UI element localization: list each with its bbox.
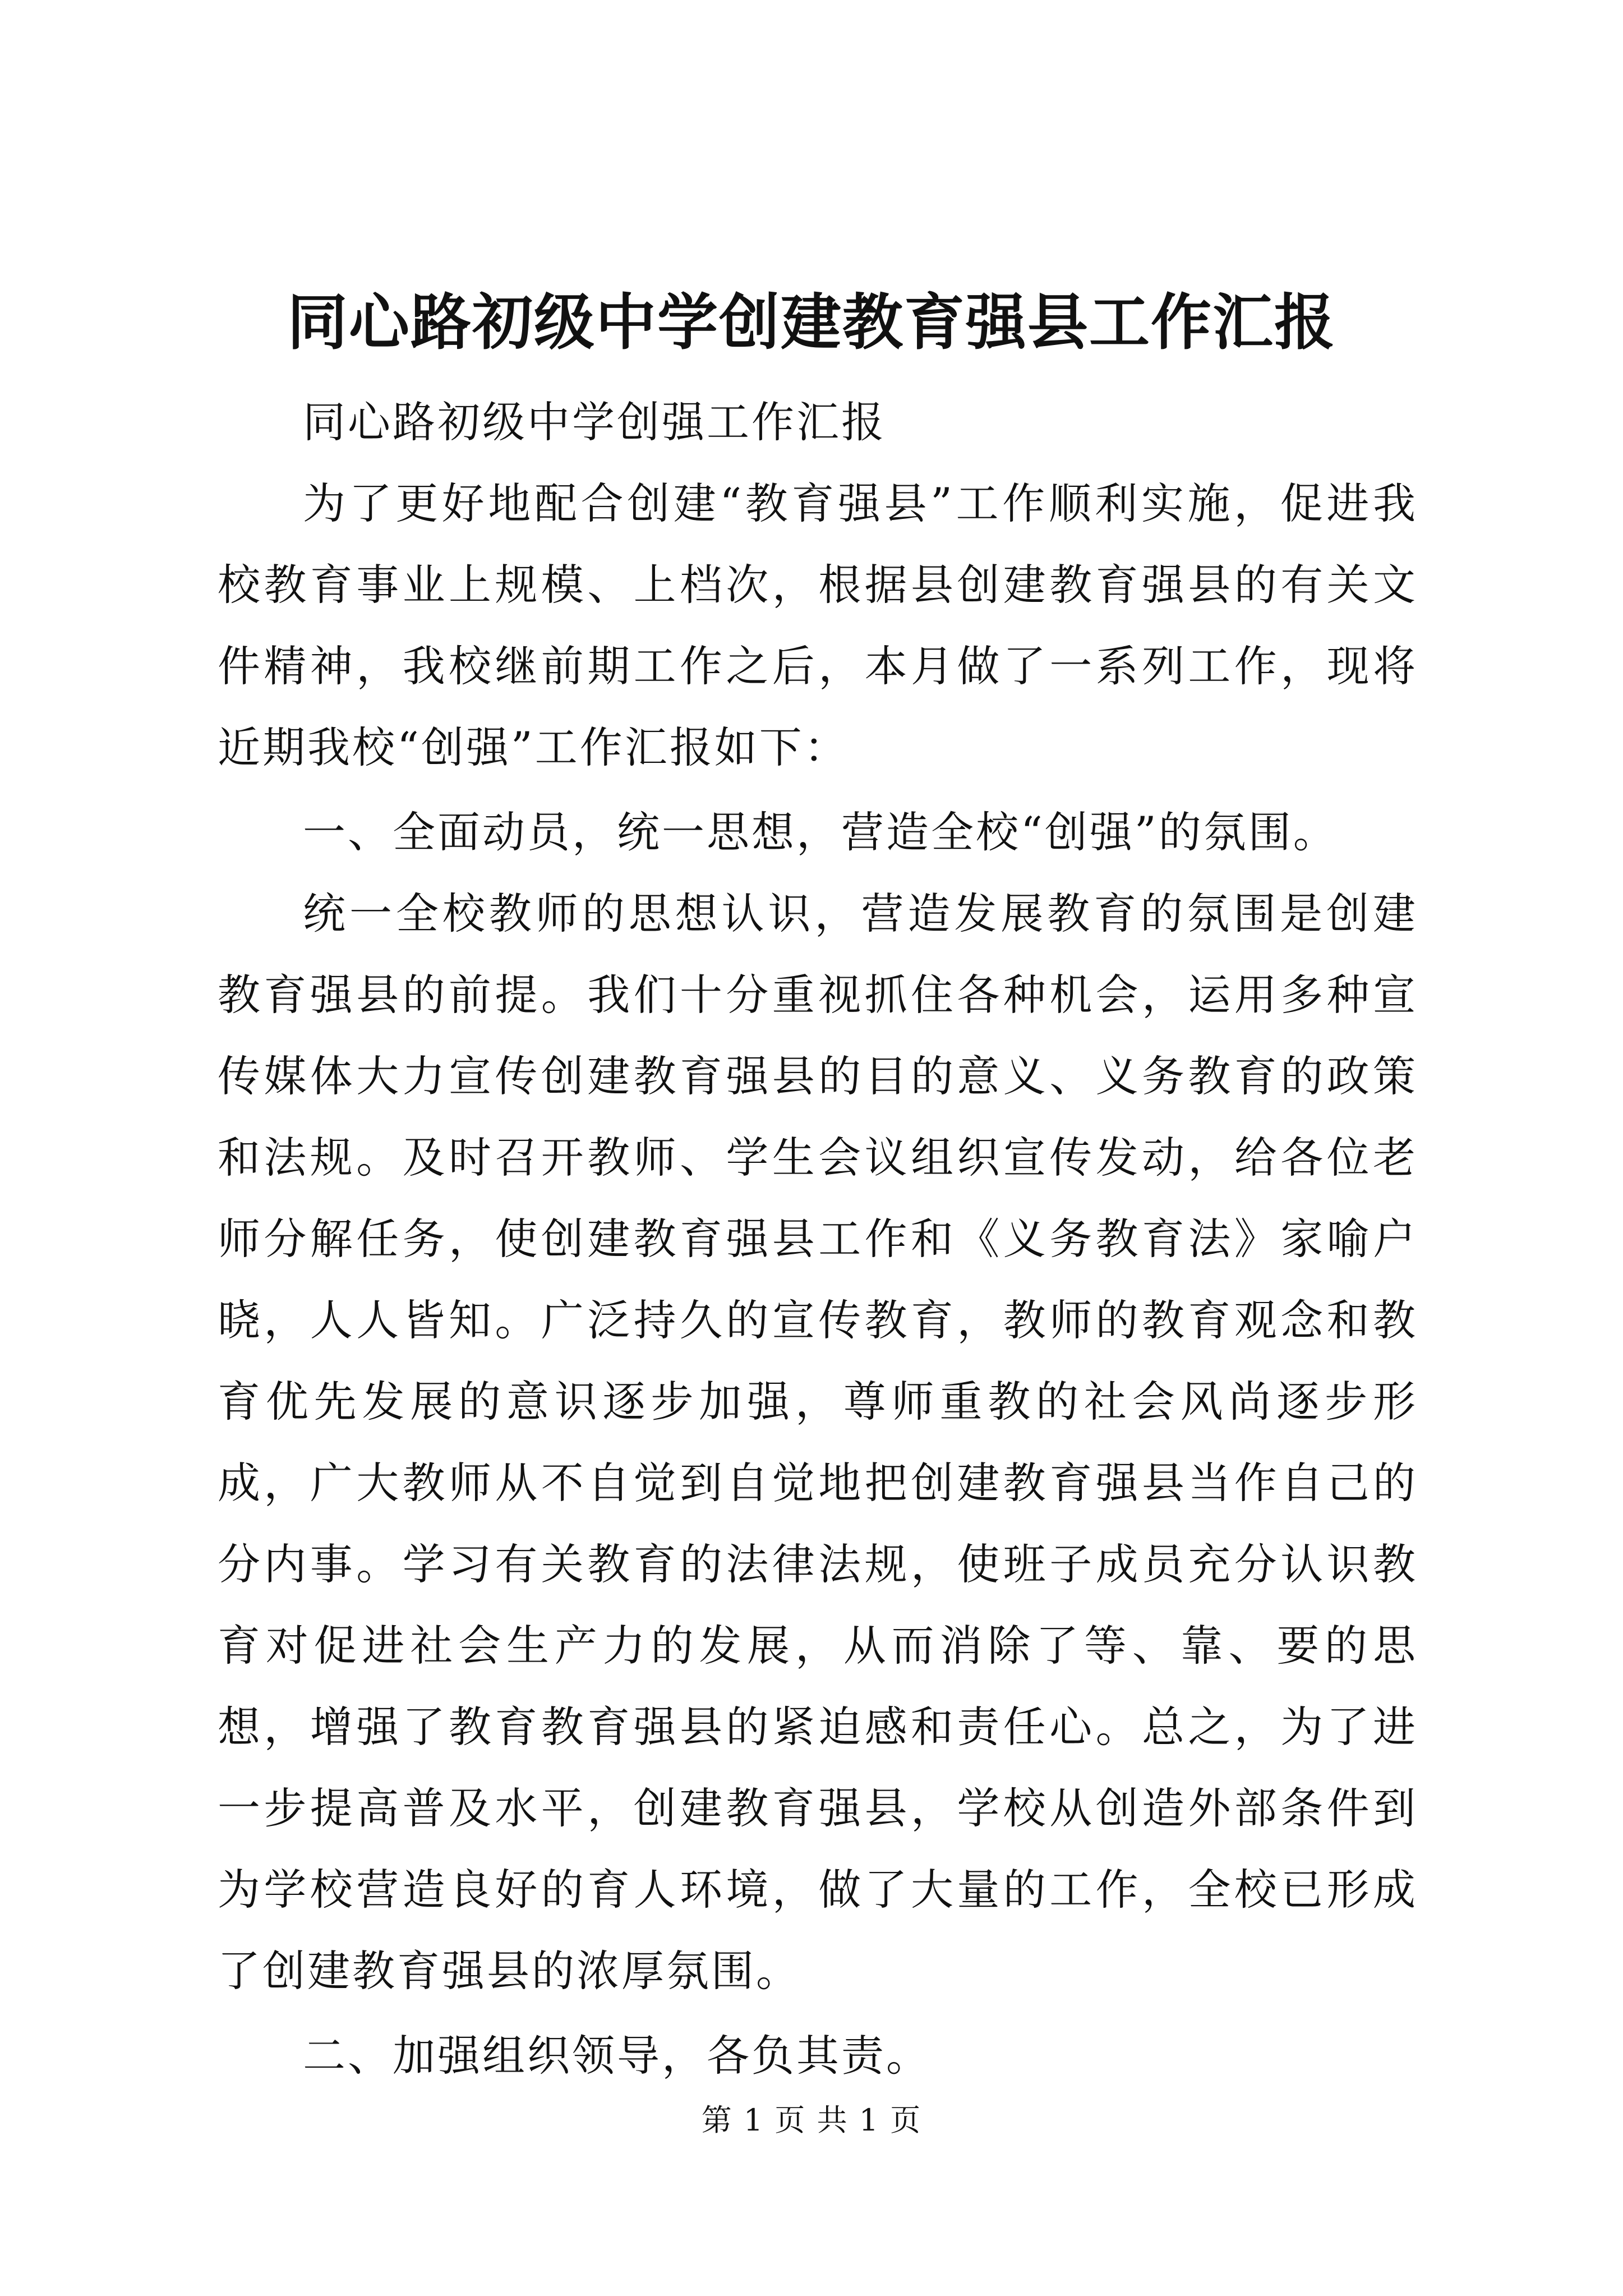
section-heading-2: 二、加强组织领导，各负其责。 <box>303 2031 931 2081</box>
document-body <box>218 381 1418 2096</box>
subtitle-paragraph: 同心路初级中学创强工作汇报 <box>303 397 886 447</box>
page-footer: 第 1 页 共 1 页 <box>701 2102 922 2138</box>
intro-paragraph: 为了更好地配合创建“教育强县”工作顺利实施，促进我校教育事业上规模、上档次，根据县创建教育强县的有关文件精神，我校继前期工作之后，本月做了一系列工作，现将近期我校“创强”工作汇报如下： <box>218 478 1418 772</box>
section-heading-1: 一、全面动员，统一思想，营造全校“创强”的氛围。 <box>303 807 1338 857</box>
document-title: 同心路初级中学创建教育强县工作汇报 <box>287 287 1336 358</box>
section-1-paragraph: 统一全校教师的思想认识，营造发展教育的氛围是创建教育强县的前提。我们十分重视抓住各种机会，运用多种宣传媒体大力宣传创建教育强县的目的意义、义务教育的政策和法规。及时召开教师、学生会议组织宣传发动，给各位老师分解任务，使创建教育强县工作和《义务教育法》家喻户晓，人人皆知。广泛持久的宣传教育，教师的教育观念和教育优先发展的意识逐步加强，尊师重教的社会风尚逐步形成，广大教师从不自觉到自觉地把创建教育强县当作自己的分内事。学习有关教育的法律法规，使班子成员充分认识教育对促进社会生产力的发展，从而消除了等、靠、要的思想，增强了教育教育强县的紧迫感和责任心。总之，为了进一步提高普及水平，创建教育强县，学校从创造外部条件到为学校营造良好的育人环境，做了大量的工作，全校已形成了创建教育强县的浓厚氛围。 <box>218 889 1418 1996</box>
